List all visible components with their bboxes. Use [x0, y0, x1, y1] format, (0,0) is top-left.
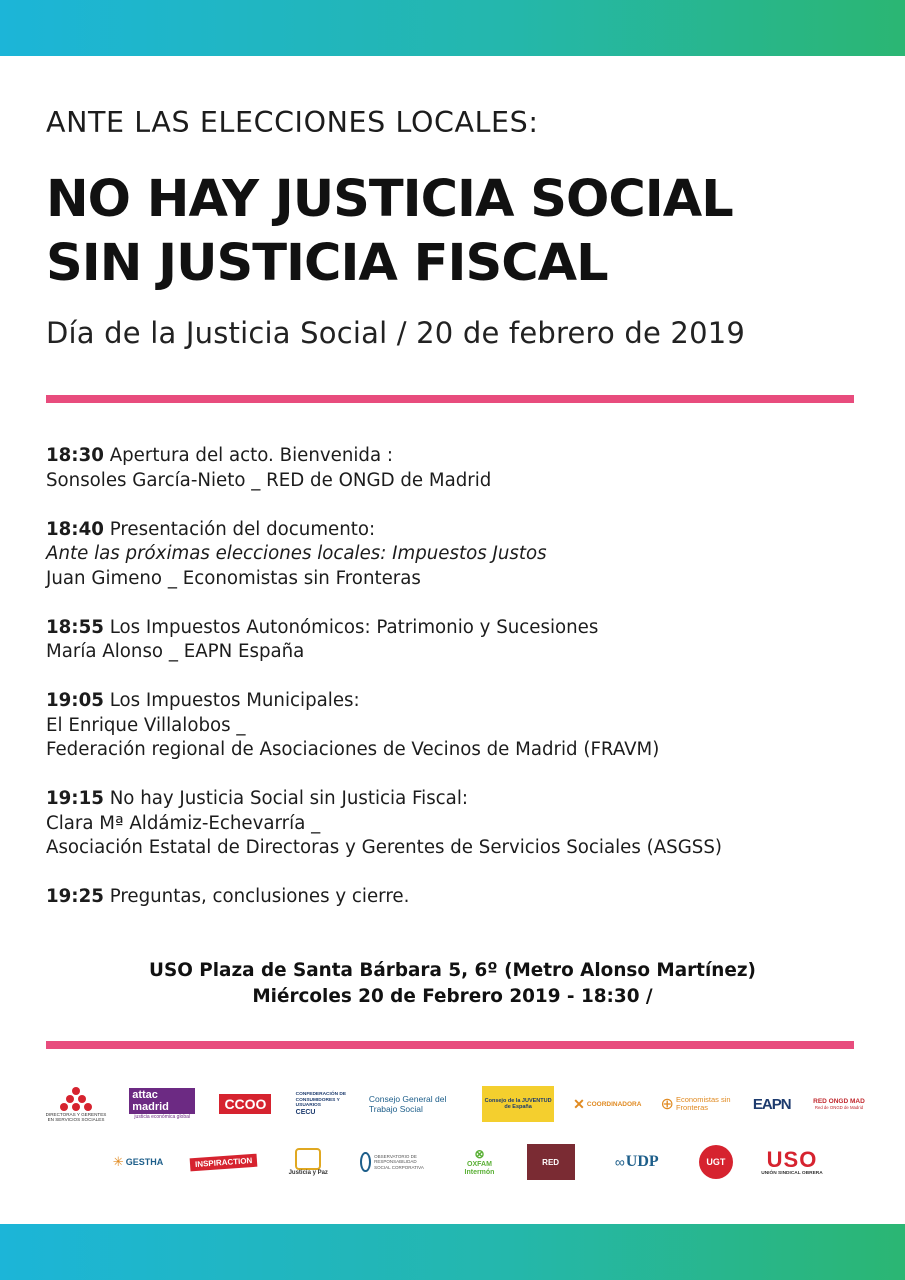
- uso-logo: USO UNIÓN SINDICAL OBRERA: [761, 1146, 823, 1176]
- ccoo-logo: CCOO: [212, 1094, 278, 1114]
- oxfam-logo: ⊗ OXFAM Intermón: [464, 1147, 495, 1176]
- udp-rings-icon: ∞: [614, 1154, 625, 1170]
- agenda-time: 19:25: [46, 886, 104, 907]
- agenda-time: 18:40: [46, 518, 104, 540]
- justicia-paz-logo: Justicia y Paz: [280, 1148, 336, 1176]
- agenda-speaker: El Enrique Villalobos _: [46, 714, 246, 736]
- agenda-document-title: Ante las próximas elecciones locales: Impuestos Justos: [46, 543, 547, 564]
- headline-line-1: NO HAY JUSTICIA SOCIAL: [46, 170, 733, 229]
- cross-icon: ✕: [573, 1095, 585, 1112]
- divider-top: [46, 395, 854, 403]
- udp-logo: ∞ UDP: [614, 1153, 659, 1170]
- agenda-title: Presentación del documento:: [103, 518, 376, 540]
- oxfam-icon: ⊗: [474, 1147, 485, 1161]
- agenda-item: [46, 444, 866, 493]
- agenda-title: Los Impuestos Municipales:: [103, 690, 360, 711]
- sponsor-logos: [40, 1075, 865, 1191]
- logo-row-2: [40, 1133, 865, 1191]
- ugt-logo: UGT: [699, 1145, 733, 1179]
- agenda-title: Preguntas, conclusiones y cierre.: [103, 886, 410, 907]
- agenda: [46, 444, 866, 934]
- agenda-item: [46, 616, 866, 665]
- agenda-organization: Federación regional de Asociaciones de Vecinos de Madrid (FRAVM): [46, 739, 660, 760]
- agenda-item: [46, 689, 866, 763]
- gestha-logo: ✳ GESTHA: [112, 1154, 164, 1169]
- agenda-speaker: María Alonso _ EAPN España: [46, 641, 305, 662]
- venue: [0, 958, 905, 1010]
- agenda-time: 19:15: [46, 788, 104, 809]
- attac-madrid-logo: attac madrid justicia económica global: [129, 1088, 195, 1120]
- agenda-speaker: Juan Gimeno _ Economistas sin Fronteras: [46, 567, 421, 589]
- dove-emblem-icon: [295, 1148, 321, 1170]
- agenda-speaker: Clara Mª Aldámiz-Echevarría _: [46, 812, 321, 834]
- agenda-item: [46, 787, 866, 861]
- triangle-dots-icon: [56, 1086, 96, 1112]
- globe-icon: ⊕: [660, 1096, 674, 1113]
- cecu-logo: CONFEDERACIÓN DE CONSUMIDORES Y USUARIOS CECU: [295, 1092, 347, 1116]
- venue-address: USO Plaza de Santa Bárbara 5, 6º (Metro Alonso Martínez): [149, 960, 756, 981]
- agenda-title: Los Impuestos Autonómicos: Patrimonio y Sucesiones: [103, 616, 599, 638]
- agenda-title: Apertura del acto. Bienvenida :: [103, 445, 393, 466]
- agenda-organization: Asociación Estatal de Directoras y Gerentes de Servicios Sociales (ASGSS): [46, 837, 722, 858]
- divider-bottom: [46, 1041, 854, 1049]
- subtitle: Día de la Justicia Social / 20 de febrero de 2019: [46, 316, 746, 350]
- headline-line-2: SIN JUSTICIA FISCAL: [46, 234, 608, 293]
- coordinadora-logo: ✕ COORDINADORA: [573, 1095, 642, 1112]
- star-icon: ✳: [112, 1154, 124, 1169]
- logo-row-1: [40, 1075, 865, 1133]
- kicker: ANTE LAS ELECCIONES LOCALES:: [46, 106, 539, 139]
- agenda-time: 18:55: [46, 616, 104, 638]
- economistas-logo: ⊕ Economistas sin Fronteras: [660, 1094, 731, 1113]
- circle-icon: [360, 1152, 371, 1172]
- eapn-logo: EAPN: [752, 1095, 791, 1113]
- agenda-item: [46, 885, 866, 910]
- agenda-time: 19:05: [46, 690, 104, 711]
- agenda-item: [46, 518, 866, 592]
- trabajo-social-logo: Consejo General del Trabajo Social: [368, 1094, 447, 1114]
- inspiraction-logo: INSPIRACTION: [192, 1156, 256, 1169]
- top-band: [0, 0, 905, 56]
- observatorio-logo: OBSERVATORIO DE RESPONSABILIDAD SOCIAL CORPORATIVA: [360, 1152, 432, 1172]
- agenda-time: 18:30: [46, 445, 104, 466]
- directoras-gerentes-logo: DIRECTORAS Y GERENTES EN SERVICIOS SOCIALES: [40, 1086, 112, 1122]
- agenda-title: No hay Justicia Social sin Justicia Fiscal:: [103, 788, 469, 809]
- agenda-speaker: Sonsoles García-Nieto _ RED de ONGD de Madrid: [46, 469, 492, 491]
- headline: [46, 168, 733, 296]
- venue-datetime: Miércoles 20 de Febrero 2019 - 18:30 /: [252, 986, 653, 1007]
- red-logo: RED: [527, 1144, 575, 1180]
- juventud-logo: Consejo de la JUVENTUD de España: [482, 1086, 554, 1122]
- bottom-band: [0, 1224, 905, 1280]
- red-ongd-logo: RED ONGD MAD Red de ONGD de Madrid: [813, 1098, 865, 1110]
